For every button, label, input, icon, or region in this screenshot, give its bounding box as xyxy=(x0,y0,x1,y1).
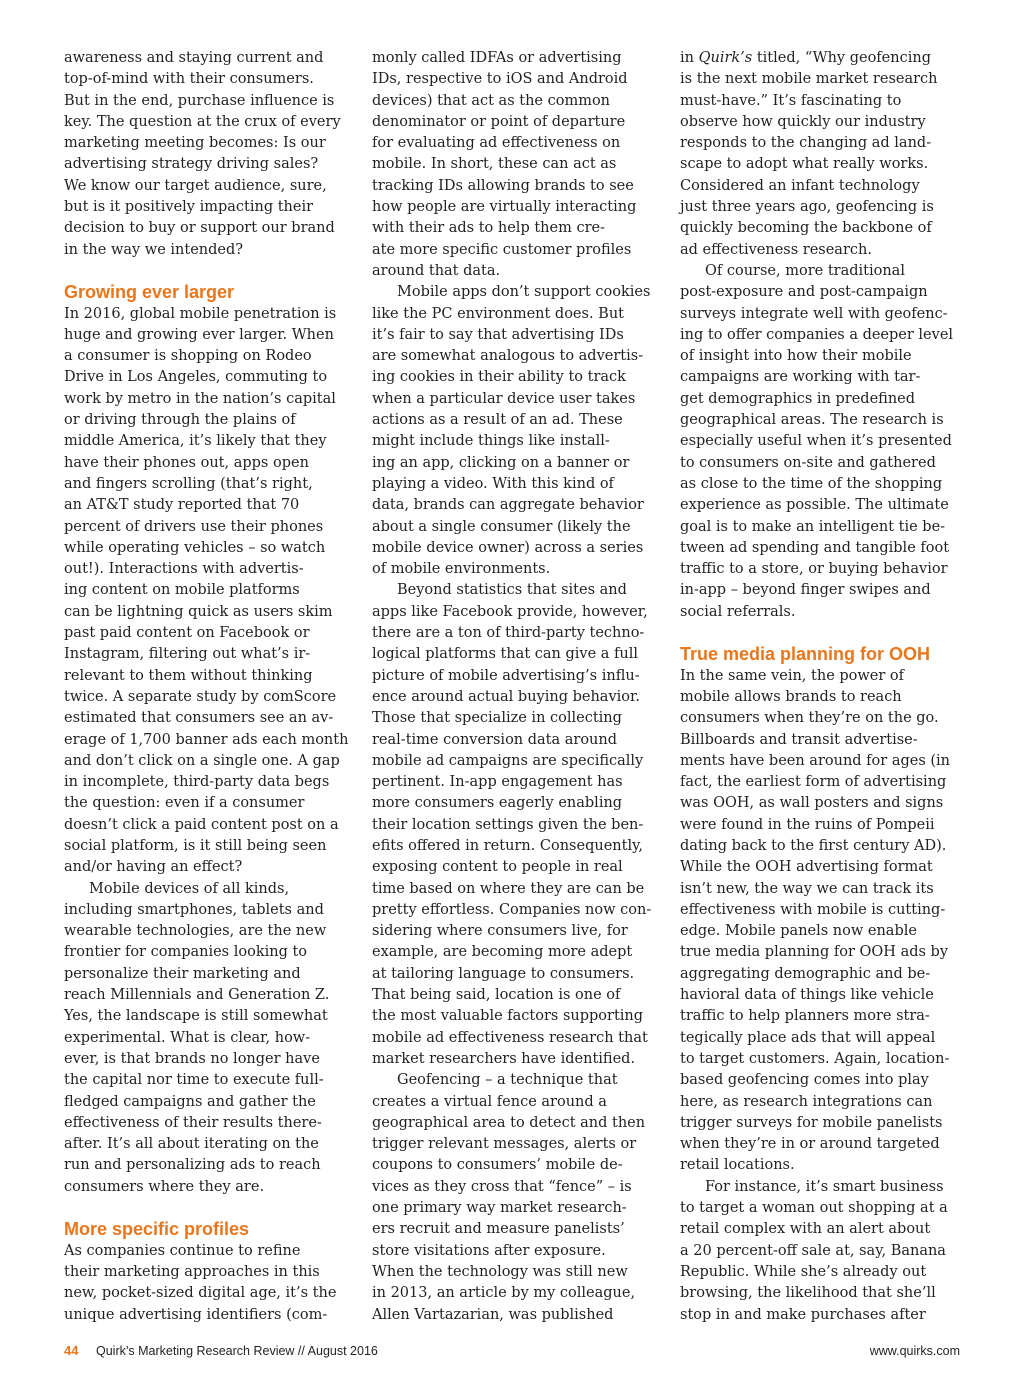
text-line: quickly becoming the backbone of xyxy=(680,220,932,237)
text-line: IDs, respective to iOS and Android xyxy=(372,71,628,88)
text-line: mobile ad campaigns are specifically xyxy=(372,752,644,769)
text-line: based geofencing comes into play xyxy=(680,1072,929,1089)
text-line: We know our target audience, sure, xyxy=(64,177,327,194)
text-line: Those that specialize in collecting xyxy=(372,710,622,727)
text-line: retail locations. xyxy=(680,1157,795,1174)
text-line: it’s fair to say that advertising IDs xyxy=(372,326,624,343)
text-line: social platform, is it still being seen xyxy=(64,837,327,854)
text-line: actions as a result of an ad. These xyxy=(372,412,623,429)
text-line: mobile device owner) across a series xyxy=(372,539,644,556)
text-line: havioral data of things like vehicle xyxy=(680,987,934,1004)
text-segment: titled, “Why geofencing xyxy=(752,50,931,66)
text-line: and/or having an effect? xyxy=(64,859,243,876)
text-line: aggregating demographic and be- xyxy=(680,965,931,982)
text-line: playing a video. With this kind of xyxy=(372,475,614,492)
text-line: huge and growing ever larger. When xyxy=(64,326,334,343)
text-line: especially useful when it’s presented xyxy=(680,433,952,450)
text-line: fact, the earliest form of advertising xyxy=(680,774,947,791)
text-line: at tailoring language to consumers. xyxy=(372,965,635,982)
text-line: with their ads to help them cre- xyxy=(372,220,605,237)
text-line: as close to the time of the shopping xyxy=(680,475,943,492)
text-line: experience as possible. The ultimate xyxy=(680,497,949,514)
text-line: Republic. While she’s already out xyxy=(680,1263,927,1280)
text-line: time based on where they are can be xyxy=(372,880,645,897)
text-line: In the same vein, the power of xyxy=(680,667,905,684)
text-line: monly called IDFAs or advertising xyxy=(372,50,622,66)
section-heading: More specific profiles xyxy=(64,1219,250,1240)
text-line: there are a ton of third-party techno- xyxy=(372,625,645,642)
text-line: ing content on mobile platforms xyxy=(64,582,300,599)
text-line: observe how quickly our industry xyxy=(680,113,926,130)
paragraph xyxy=(680,261,972,623)
text-line: and fingers scrolling (that’s right, xyxy=(64,475,313,492)
text-line: logical platforms that can give a full xyxy=(372,646,639,663)
text-line: in-app – beyond finger swipes and xyxy=(680,582,931,599)
section-heading: True media planning for OOH xyxy=(680,644,931,665)
text-line: in the way we intended? xyxy=(64,241,244,258)
text-line: have their phones out, apps open xyxy=(64,454,309,471)
paragraph xyxy=(372,282,664,580)
text-line: the most valuable factors supporting xyxy=(372,1008,644,1025)
text-line: For instance, it’s smart business xyxy=(705,1178,944,1195)
text-line: responds to the changing ad land- xyxy=(680,135,932,152)
text-line: their marketing approaches in this xyxy=(64,1263,320,1280)
paragraph xyxy=(680,666,972,1177)
text-line: their location settings given the ben- xyxy=(372,816,644,833)
text-line: to target customers. Again, location- xyxy=(680,1050,950,1067)
text-line: were found in the ruins of Pompeii xyxy=(680,816,935,833)
text-line: Beyond statistics that sites and xyxy=(397,582,627,599)
text-line: one primary way market research- xyxy=(372,1200,627,1217)
text-line: While the OOH advertising format xyxy=(680,859,933,876)
text-line: run and personalizing ads to reach xyxy=(64,1157,321,1174)
text-line: middle America, it’s likely that they xyxy=(64,433,327,450)
text-line: Allen Vartazarian, was published xyxy=(372,1306,614,1323)
text-line: or driving through the plains of xyxy=(64,412,296,429)
text-line: dating back to the first century AD). xyxy=(680,837,947,854)
text-line: experimental. What is clear, how- xyxy=(64,1029,311,1046)
text-line: ever, is that brands no longer have xyxy=(64,1050,320,1067)
text-line: here, as research integrations can xyxy=(680,1093,933,1110)
text-line: sidering where consumers live, for xyxy=(372,923,628,940)
text-line: to target a woman out shopping at a xyxy=(680,1200,948,1217)
text-line: store visitations after exposure. xyxy=(372,1242,606,1259)
italic-text: Quirk’s xyxy=(698,50,753,66)
text-line: exposing content to people in real xyxy=(372,859,623,876)
text-line: was OOH, as wall posters and signs xyxy=(680,795,944,812)
section-heading: Growing ever larger xyxy=(64,282,235,303)
text-line: As companies continue to refine xyxy=(64,1242,301,1259)
paragraph xyxy=(372,580,664,1070)
text-line: ments have been around for ages (in xyxy=(680,752,951,769)
text-line: the question: even if a consumer xyxy=(64,795,305,812)
text-line: But in the end, purchase influence is xyxy=(64,92,335,109)
text-line: data, brands can aggregate behavior xyxy=(372,497,644,514)
text-line: including smartphones, tablets and xyxy=(64,901,324,918)
column-2 xyxy=(372,48,664,1326)
text-line: real-time conversion data around xyxy=(372,731,618,748)
paragraph xyxy=(64,304,356,879)
text-line: denominator or point of departure xyxy=(372,113,626,130)
text-line: is the next mobile market research xyxy=(680,71,938,88)
text-line: Yes, the landscape is still somewhat xyxy=(64,1008,328,1025)
text-line: a consumer is shopping on Rodeo xyxy=(64,348,312,365)
page-number: 44 xyxy=(64,1343,79,1358)
text-line: Geofencing – a technique that xyxy=(397,1072,618,1089)
column-1 xyxy=(64,48,356,1326)
text-line: Mobile apps don’t support cookies xyxy=(397,284,651,301)
text-line: more consumers eagerly enabling xyxy=(372,795,623,812)
text-line: stop in and make purchases after xyxy=(680,1306,926,1323)
paragraph xyxy=(372,48,664,282)
text-line: consumers when they’re on the go. xyxy=(680,710,939,727)
text-line: ers recruit and measure panelists’ xyxy=(372,1221,625,1238)
text-line: get demographics in predefined xyxy=(680,390,916,407)
text-line: unique advertising identifiers (com- xyxy=(64,1306,328,1323)
text-line: goal is to make an intelligent tie be- xyxy=(680,518,946,535)
text-segment: in xyxy=(680,50,699,66)
text-line: edge. Mobile panels now enable xyxy=(680,923,917,940)
paragraph xyxy=(64,48,356,261)
text-line: mobile ad effectiveness research that xyxy=(372,1029,648,1046)
paragraph xyxy=(64,879,356,1198)
text-line: a 20 percent-off sale at, say, Banana xyxy=(680,1242,946,1259)
text-line: of mobile environments. xyxy=(372,561,551,578)
text-line: pertinent. In-app engagement has xyxy=(372,774,623,791)
paragraph xyxy=(64,1241,356,1326)
text-line: for evaluating ad effectiveness on xyxy=(372,135,621,152)
text-line: Billboards and transit advertise- xyxy=(680,731,918,748)
text-line: top-of-mind with their consumers. xyxy=(64,71,314,88)
text-line: in 2013, an article by my colleague, xyxy=(372,1285,636,1302)
column-3 xyxy=(680,48,972,1326)
text-line: to consumers on-site and gathered xyxy=(680,454,936,471)
text-line: advertising strategy driving sales? xyxy=(64,156,319,173)
text-line: but is it positively impacting their xyxy=(64,199,314,216)
text-line: new, pocket-sized digital age, it’s the xyxy=(64,1285,337,1302)
text-line: while operating vehicles – so watch xyxy=(64,539,326,556)
website-url: www.quirks.com xyxy=(869,1344,960,1358)
text-line: the capital nor time to execute full- xyxy=(64,1072,324,1089)
text-line: efits offered in return. Consequently, xyxy=(372,837,643,854)
text-line: scape to adopt what really works. xyxy=(680,156,929,173)
text-line: ence around actual buying behavior. xyxy=(372,688,640,705)
text-line: true media planning for OOH ads by xyxy=(680,944,949,961)
text-line: relevant to them without thinking xyxy=(64,667,313,684)
text-line: mobile allows brands to reach xyxy=(680,688,902,705)
text-line: ing to offer companies a deeper level xyxy=(680,326,954,343)
text-line: how people are virtually interacting xyxy=(372,199,637,216)
text-line: market researchers have identified. xyxy=(372,1050,636,1067)
text-line: isn’t new, the way we can track its xyxy=(680,880,934,897)
text-line: Mobile devices of all kinds, xyxy=(89,880,290,897)
text-line: Of course, more traditional xyxy=(705,262,905,279)
publication-name: Quirk’s Marketing Research Review // August 2016 xyxy=(96,1344,378,1358)
text-line: When the technology was still new xyxy=(372,1263,628,1280)
text-line: tracking IDs allowing brands to see xyxy=(372,177,634,194)
text-line: might include things like install- xyxy=(372,433,610,450)
text-line: campaigns are working with tar- xyxy=(680,369,921,386)
text-line: twice. A separate study by comScore xyxy=(64,688,337,705)
text-line: personalize their marketing and xyxy=(64,965,301,982)
text-line: like the PC environment does. But xyxy=(372,305,624,322)
text-line: trigger surveys for mobile panelists xyxy=(680,1114,943,1131)
text-line: fledged campaigns and gather the xyxy=(64,1093,316,1110)
text-line: traffic to help planners more stra- xyxy=(680,1008,930,1025)
text-line: In 2016, global mobile penetration is xyxy=(64,305,337,322)
text-line: browsing, the likelihood that she’ll xyxy=(680,1285,936,1302)
text-line: vices as they cross that “fence” – is xyxy=(372,1178,632,1195)
text-line: are somewhat analogous to advertis- xyxy=(372,348,644,365)
paragraph xyxy=(680,48,972,261)
text-line: geographical area to detect and then xyxy=(372,1114,646,1131)
text-line: past paid content on Facebook or xyxy=(64,625,310,642)
text-line: ing an app, clicking on a banner or xyxy=(372,454,630,471)
text-line: can be lightning quick as users skim xyxy=(64,603,333,620)
text-line: when a particular device user takes xyxy=(372,390,636,407)
text-line: creates a virtual fence around a xyxy=(372,1093,607,1110)
text-line: work by metro in the nation’s capital xyxy=(64,390,336,407)
text-line: frontier for companies looking to xyxy=(64,944,308,961)
text-line: tegically place ads that will appeal xyxy=(680,1029,936,1046)
text-line: Drive in Los Angeles, commuting to xyxy=(64,369,328,386)
text-line: consumers where they are. xyxy=(64,1178,265,1195)
text-line: Considered an infant technology xyxy=(680,177,920,194)
paragraph xyxy=(372,1070,664,1326)
text-line: devices) that act as the common xyxy=(372,92,611,109)
text-line: key. The question at the crux of every xyxy=(64,113,341,130)
text-line: must-have.” It’s fascinating to xyxy=(680,92,902,109)
text-line: reach Millennials and Generation Z. xyxy=(64,987,330,1004)
text-line: and don’t click on a single one. A gap xyxy=(64,752,340,769)
text-line: post-exposure and post-campaign xyxy=(680,284,928,301)
text-line: erage of 1,700 banner ads each month xyxy=(64,731,349,748)
text-line: effectiveness of their results there- xyxy=(64,1114,322,1131)
text-line: example, are becoming more adept xyxy=(372,944,633,961)
text-line: coupons to consumers’ mobile de- xyxy=(372,1157,623,1174)
text-line: an AT&T study reported that 70 xyxy=(64,497,300,514)
text-line: mobile. In short, these can act as xyxy=(372,156,617,173)
footer xyxy=(64,1342,960,1360)
text-line: of insight into how their mobile xyxy=(680,348,912,365)
text-line: awareness and staying current and xyxy=(64,50,324,66)
text-line: retail complex with an alert about xyxy=(680,1221,931,1238)
text-line: surveys integrate well with geofenc- xyxy=(680,305,948,322)
text-line: percent of drivers use their phones xyxy=(64,518,324,535)
text-line: Instagram, filtering out what’s ir- xyxy=(64,646,311,663)
text-line: after. It’s all about iterating on the xyxy=(64,1136,319,1153)
text-line: ad effectiveness research. xyxy=(680,241,872,258)
text-line: apps like Facebook provide, however, xyxy=(372,603,648,620)
text-line: around that data. xyxy=(372,262,501,279)
text-line: wearable technologies, are the new xyxy=(64,923,327,940)
text-line: That being said, location is one of xyxy=(372,987,621,1004)
text-line: marketing meeting becomes: Is our xyxy=(64,135,326,152)
text-line: when they’re in or around targeted xyxy=(680,1136,940,1153)
text-line: decision to buy or support our brand xyxy=(64,220,335,237)
text-line: in incomplete, third-party data begs xyxy=(64,774,330,791)
text-line: pretty effortless. Companies now con- xyxy=(372,901,652,918)
text-line: social referrals. xyxy=(680,603,796,620)
text-line: traffic to a store, or buying behavior xyxy=(680,561,948,578)
text-line: effectiveness with mobile is cutting- xyxy=(680,901,946,918)
text-line: about a single consumer (likely the xyxy=(372,518,631,535)
text-line: just three years ago, geofencing is xyxy=(680,199,934,216)
text-line: geographical areas. The research is xyxy=(680,412,944,429)
text-line: doesn’t click a paid content post on a xyxy=(64,816,339,833)
text-line: tween ad spending and tangible foot xyxy=(680,539,950,556)
text-line xyxy=(680,48,972,69)
text-line: trigger relevant messages, alerts or xyxy=(372,1136,637,1153)
text-line: ate more specific customer profiles xyxy=(372,241,632,258)
text-line: picture of mobile advertising’s influ- xyxy=(372,667,640,684)
text-line: ing cookies in their ability to track xyxy=(372,369,626,386)
text-line: out!). Interactions with advertis- xyxy=(64,561,304,578)
text-line: estimated that consumers see an av- xyxy=(64,710,334,727)
paragraph xyxy=(680,1177,972,1326)
